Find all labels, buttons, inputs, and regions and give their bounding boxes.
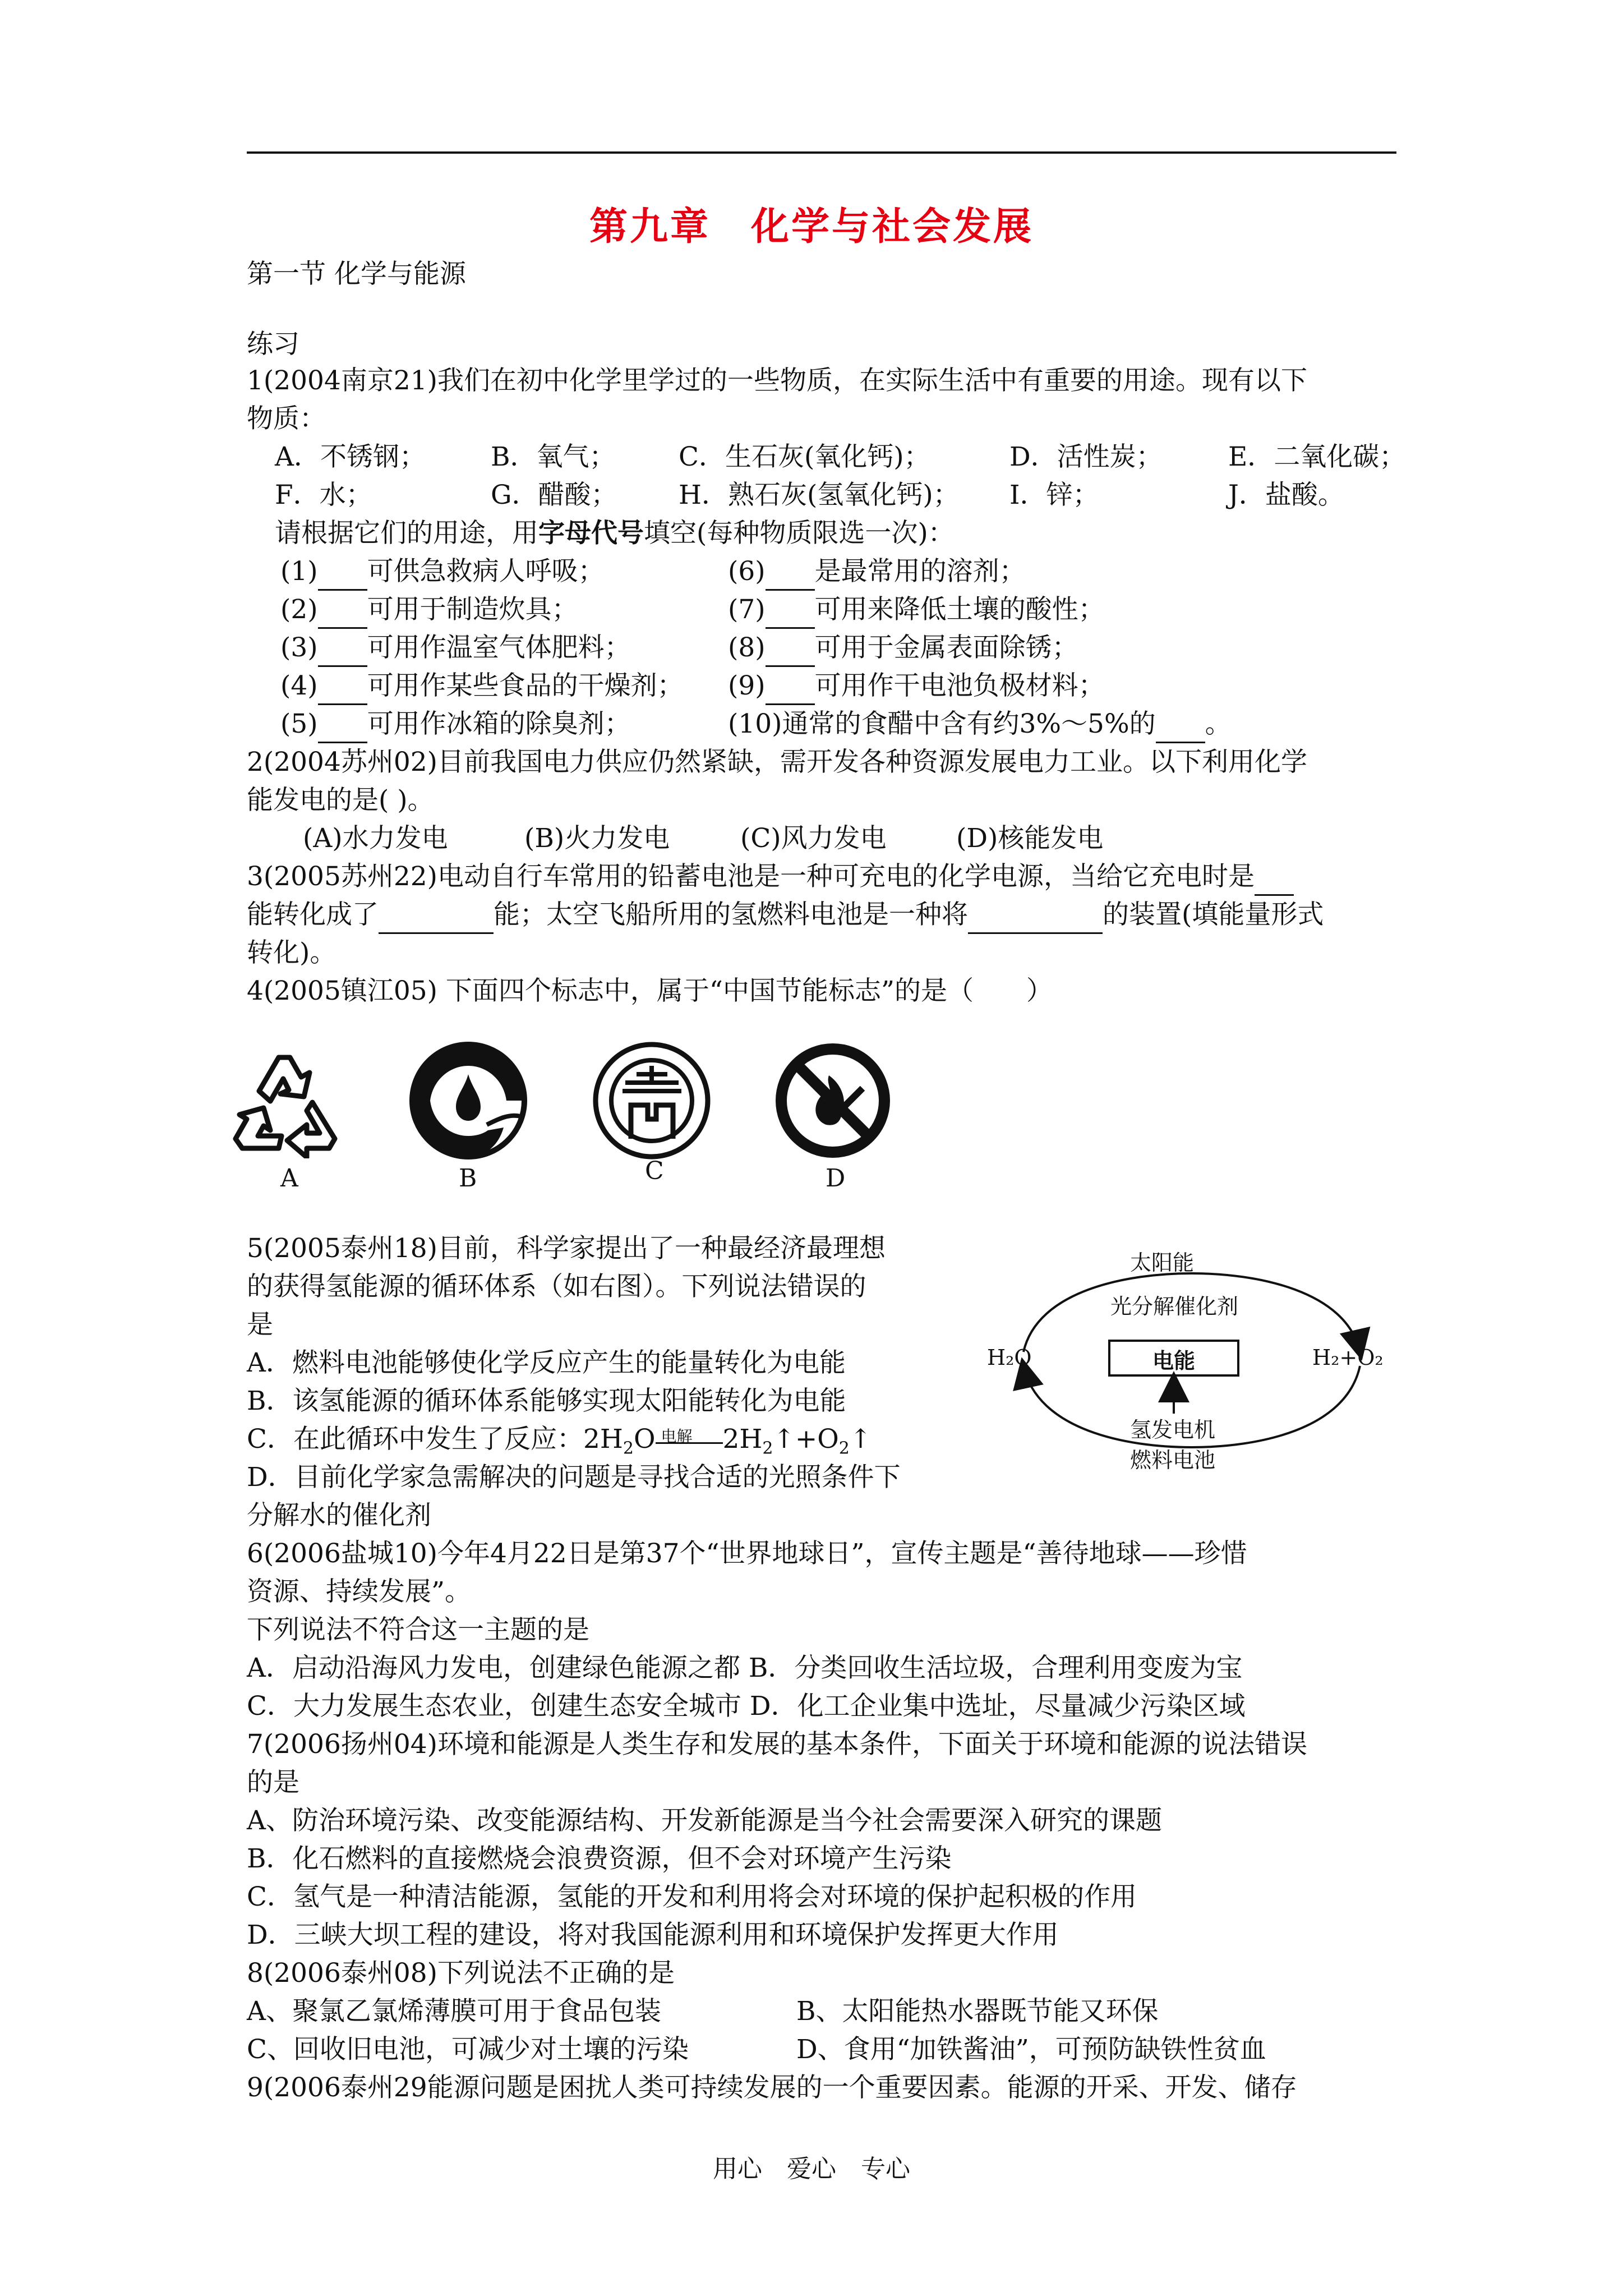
answer-blank[interactable] (766, 639, 815, 667)
q2-option: (C)风力发电 (740, 823, 887, 854)
diagram-top-label: 太阳能 (1130, 1250, 1195, 1275)
q7-option-b: B．化石燃料的直接燃烧会浪费资源，但不会对环境产生污染 (247, 1843, 952, 1874)
q1-item-10: (10)通常的食醋中含有约3%～5%的 。 (728, 705, 1232, 743)
q1-item-3: (3) 可用作温室气体肥料； (280, 629, 631, 667)
q5-option-d-line2: 分解水的催化剂 (247, 1500, 431, 1531)
q5-option-c: C．在此循环中发生了反应：$2H_2O$ 电解 $2H_2↑+O_2↑$ (247, 1424, 872, 1458)
logo-label: A (280, 1164, 298, 1193)
q7-option-d: D．三峡大坝工程的建设，将对我国能源利用和环境保护发挥更大作用 (247, 1920, 1059, 1950)
q6-options-cd: C．大力发展生态农业，创建生态安全城市 D．化工企业集中选址，尽量减少污染区域 (247, 1691, 1246, 1722)
q5-line1: 5(2005泰州18)目前，科学家提出了一种最经济最理想 (247, 1233, 886, 1264)
answer-blank[interactable] (968, 907, 1103, 934)
q1-option: J．盐酸。 (1228, 480, 1344, 510)
q1-option: F．水； (275, 480, 372, 510)
q1-item-7: (7) 可用来降低土壤的酸性； (728, 591, 1105, 629)
q2-line2: 能发电的是( )。 (247, 785, 434, 816)
q3-line3: 转化)。 (247, 937, 336, 968)
q1-option: G．醋酸； (491, 480, 617, 510)
q5-line2: 的获得氢能源的循环体系（如右图）。下列说法错误的 (247, 1271, 866, 1302)
answer-blank[interactable] (1255, 868, 1294, 896)
q1-item-2: (2) 可用于制造炊具； (280, 591, 578, 629)
q8-option-c: C、回收旧电池，可减少对土壤的污染 (247, 2034, 689, 2065)
header-rule (247, 151, 1396, 154)
q7-line2: 的是 (247, 1767, 299, 1798)
logo-label: C (645, 1157, 664, 1185)
q2-option: (D)核能发电 (956, 823, 1104, 854)
answer-blank[interactable] (318, 563, 367, 591)
q8-option-d: D、食用“加铁酱油”，可预防缺铁性贫血 (796, 2034, 1266, 2065)
answer-blank[interactable] (766, 563, 815, 591)
q6-options-ab: A．启动沿海风力发电，创建绿色能源之都 B．分类回收生活垃圾，合理利用变废为宝 (247, 1653, 1243, 1683)
q1-item-4: (4) 可用作某些食品的干燥剂； (280, 667, 684, 705)
diagram-right-label: H₂+O₂ (1312, 1345, 1384, 1370)
diagram-bottom-label: 氢发电机 (1130, 1418, 1216, 1442)
recycle-icon (225, 1041, 343, 1158)
q1-item-6: (6) 是最常用的溶剂； (728, 553, 1026, 591)
q1-option: D．活性炭； (1009, 441, 1163, 472)
answer-blank[interactable] (318, 601, 367, 629)
diagram-catalyst-label: 光分解催化剂 (1110, 1294, 1239, 1319)
q9-line: 9(2006泰州29能源问题是困扰人类可持续发展的一个重要因素。能源的开采、开发、储存 (247, 2072, 1297, 2103)
diagram-center-label: 电能 (1152, 1349, 1195, 1373)
q5-option-d-line1: D．目前化学家急需解决的问题是寻找合适的光照条件下 (247, 1462, 901, 1493)
q7-option-a: A、防治环境污染、改变能源结构、开发新能源是当今社会需要深入研究的课题 (247, 1805, 1162, 1836)
no-fire-icon (773, 1041, 893, 1161)
page-footer: 用心 爱心 专心 (713, 2155, 910, 2183)
q1-option: H．熟石灰(氢氧化钙)； (679, 480, 960, 510)
q7-option-c: C．氢气是一种清洁能源，氢能的开发和利用将会对环境的保护起积极的作用 (247, 1881, 1137, 1912)
q4-line: 4(2005镇江05) 下面四个标志中，属于“中国节能标志”的是（ ） (247, 976, 1053, 1006)
q1-instruction: 请根据它们的用途，用字母代号填空(每种物质限选一次)： (275, 518, 955, 549)
q2-option: (A)水力发电 (303, 823, 448, 854)
q2-line1: 2(2004苏州02)目前我国电力供应仍然紧缺，需开发各种资源发展电力工业。以下利用化学 (247, 747, 1307, 777)
q5-option-b: B．该氢能源的循环体系能够实现太阳能转化为电能 (247, 1386, 846, 1416)
diagram-left-label: H₂O (987, 1345, 1032, 1370)
energy-saving-icon (592, 1041, 712, 1161)
q3-line1: 3(2005苏州22)电动自行车常用的铅蓄电池是一种可充电的化学电源，当给它充电时是 (247, 858, 1294, 896)
q1-option: A．不锈钢； (275, 441, 426, 472)
section-heading: 第一节 化学与能源 (247, 259, 466, 289)
practice-heading: 练习 (247, 329, 299, 360)
q1-option: C．生石灰(氧化钙)； (679, 441, 930, 472)
answer-blank[interactable] (318, 716, 367, 743)
answer-blank[interactable] (766, 678, 815, 705)
answer-blank[interactable] (318, 639, 367, 667)
q1-option: B．氧气； (491, 441, 616, 472)
q1-option: E．二氧化碳； (1228, 441, 1406, 472)
answer-blank[interactable] (1156, 716, 1205, 743)
answer-blank[interactable] (318, 678, 367, 705)
q8-option-a: A、聚氯乙氯烯薄膜可用于食品包装 (247, 1996, 661, 2027)
q3-line2: 能转化成了 能；太空飞船所用的氢燃料电池是一种将 的装置(填能量形式 (247, 896, 1324, 934)
logo-label: B (459, 1164, 477, 1193)
q5-line3: 是 (247, 1309, 273, 1340)
q7-line1: 7(2006扬州04)环境和能源是人类生存和发展的基本条件，下面关于环境和能源的说法错误 (247, 1729, 1307, 1760)
q1-stem-line2: 物质： (247, 403, 326, 434)
q1-stem-line1: 1(2004南京21)我们在初中化学里学过的一些物质，在实际生活中有重要的用途。现有以下 (247, 365, 1307, 396)
q1-item-9: (9) 可用作干电池负极材料； (728, 667, 1105, 705)
q8-option-b: B、太阳能热水器既节能又环保 (796, 1996, 1159, 2027)
chapter-title: 第九章 化学与社会发展 (589, 204, 1034, 249)
water-saving-icon (408, 1041, 529, 1161)
q1-option: I．锌； (1009, 480, 1099, 510)
q6-line3: 下列说法不符合这一主题的是 (247, 1614, 589, 1645)
q1-item-1: (1) 可供急救病人呼吸； (280, 553, 605, 591)
q6-line1: 6(2006盐城10)今年4月22日是第37个“世界地球日”，宣传主题是“善待地球——珍惜 (247, 1538, 1247, 1569)
hydrogen-cycle-diagram (987, 1245, 1396, 1481)
logo-label: D (826, 1164, 846, 1193)
q6-line2: 资源、持续发展”。 (247, 1576, 472, 1607)
answer-blank[interactable] (379, 907, 494, 934)
q1-item-8: (8) 可用于金属表面除锈； (728, 629, 1078, 667)
q8-line: 8(2006泰州08)下列说法不正确的是 (247, 1958, 675, 1989)
q1-item-5: (5) 可用作冰箱的除臭剂； (280, 705, 631, 743)
q5-option-a: A．燃料电池能够使化学反应产生的能量转化为电能 (247, 1347, 846, 1378)
answer-blank[interactable] (766, 601, 815, 629)
diagram-bottom-label: 燃料电池 (1130, 1448, 1216, 1473)
q2-option: (B)火力发电 (524, 823, 670, 854)
